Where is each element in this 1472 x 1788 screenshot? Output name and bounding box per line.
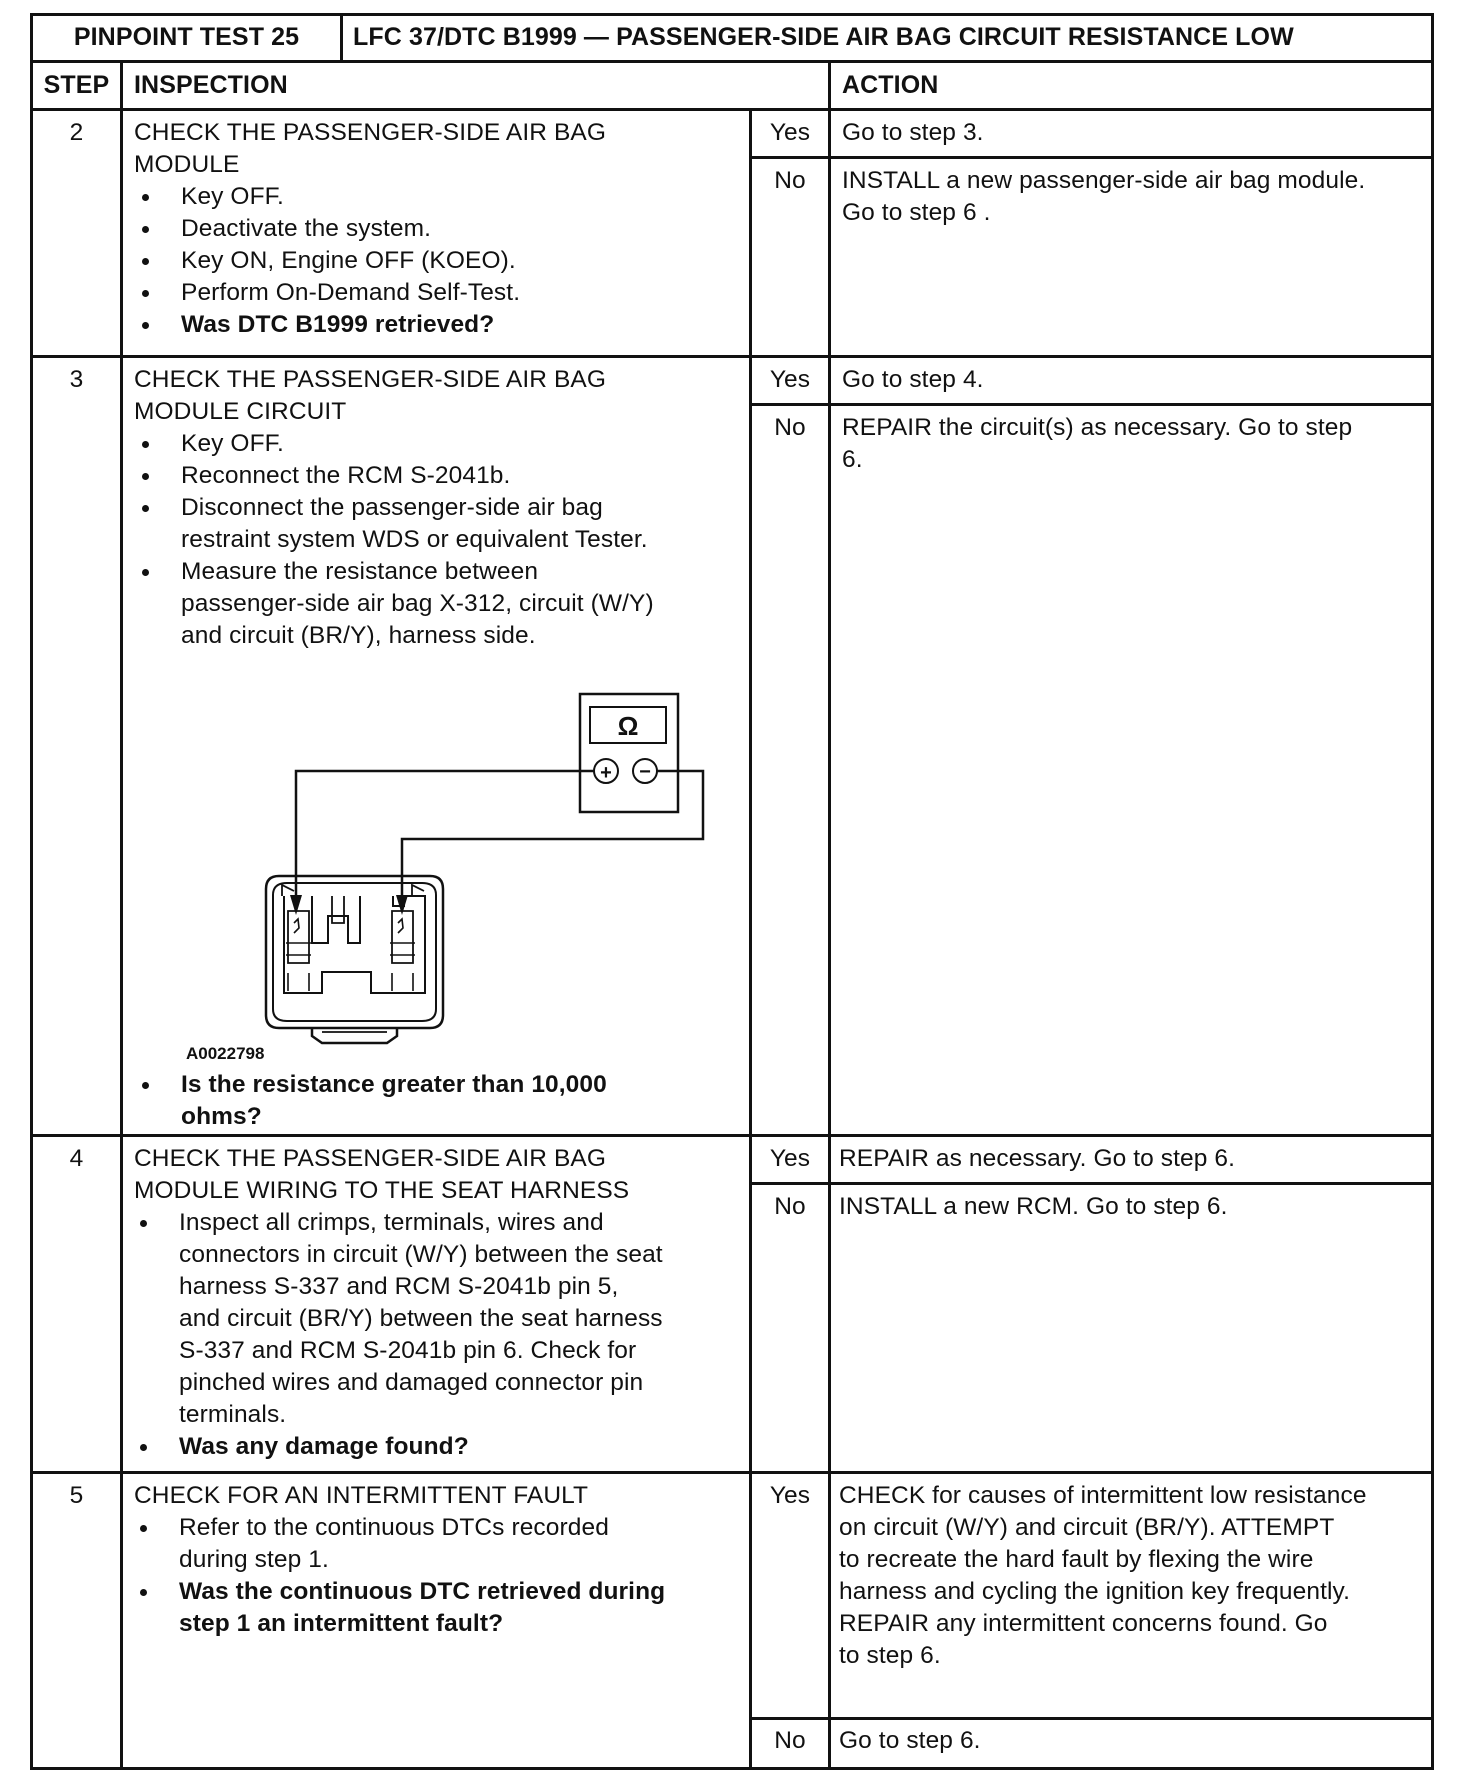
yes-label: Yes xyxy=(769,366,811,393)
step-number: 5 xyxy=(69,1482,84,1509)
meter-symbol: Ω xyxy=(617,711,639,741)
step-bullet: pinched wires and damaged connector pin xyxy=(179,1369,644,1396)
step-question: step 1 an intermittent fault? xyxy=(179,1610,504,1637)
test-title: LFC 37/DTC B1999 — PASSENGER-SIDE AIR BAG CIRCUIT RESISTANCE LOW xyxy=(353,23,1294,51)
step-title: CHECK THE PASSENGER-SIDE AIR BAG xyxy=(134,119,606,146)
yes-label: Yes xyxy=(769,1145,811,1172)
no-action: Go to step 6 . xyxy=(842,199,991,226)
bullet-icon xyxy=(142,473,149,480)
step-number: 3 xyxy=(69,366,84,393)
step-bullet: restraint system WDS or equivalent Tester. xyxy=(181,526,648,553)
no-label: No xyxy=(774,414,806,441)
column-header-inspection: INSPECTION xyxy=(134,71,288,99)
step-bullet: connectors in circuit (W/Y) between the seat xyxy=(179,1241,663,1268)
column-header-action: ACTION xyxy=(842,71,939,99)
test-label: PINPOINT TEST 25 xyxy=(73,23,300,51)
step-question: Was any damage found? xyxy=(179,1433,469,1460)
step-question: Was the continuous DTC retrieved during xyxy=(179,1578,666,1605)
step-bullet: S-337 and RCM S-2041b pin 6. Check for xyxy=(179,1337,637,1364)
rule xyxy=(30,1767,1434,1770)
yes-action: to recreate the hard fault by flexing the wire xyxy=(839,1546,1314,1573)
step-bullet: Measure the resistance between xyxy=(181,558,539,585)
step-bullet: and circuit (BR/Y) between the seat harness xyxy=(179,1305,663,1332)
column-header-step: STEP xyxy=(43,71,110,99)
rule xyxy=(749,156,1434,159)
no-action: Go to step 6. xyxy=(839,1727,981,1754)
test-lead xyxy=(296,771,594,900)
step-title: CHECK FOR AN INTERMITTENT FAULT xyxy=(134,1482,589,1509)
rule xyxy=(749,403,1434,406)
step-bullet: Deactivate the system. xyxy=(181,215,432,242)
no-label: No xyxy=(774,1727,806,1754)
pinpoint-test-table xyxy=(30,13,1434,1770)
test-lead xyxy=(402,771,703,900)
rule xyxy=(749,1182,1434,1185)
yes-action: harness and cycling the ignition key frequently. xyxy=(839,1578,1350,1605)
step-bullet: Key OFF. xyxy=(181,183,284,210)
no-label: No xyxy=(774,167,806,194)
rule xyxy=(1431,13,1434,1770)
yes-action: on circuit (W/Y) and circuit (BR/Y). ATTEMPT xyxy=(839,1514,1335,1541)
step-bullet: and circuit (BR/Y), harness side. xyxy=(181,622,536,649)
rule xyxy=(828,60,831,1770)
yes-label: Yes xyxy=(769,119,811,146)
step-title: MODULE WIRING TO THE SEAT HARNESS xyxy=(134,1177,630,1204)
no-action: 6. xyxy=(842,446,863,473)
no-action: INSTALL a new passenger-side air bag module. xyxy=(842,167,1366,194)
step-number: 2 xyxy=(69,119,84,146)
rule xyxy=(30,355,1434,358)
step-title: CHECK THE PASSENGER-SIDE AIR BAG xyxy=(134,1145,606,1172)
step-bullet: harness S-337 and RCM S-2041b pin 5, xyxy=(179,1273,619,1300)
rule xyxy=(749,1717,1434,1720)
rule xyxy=(749,108,752,1770)
step-question: Is the resistance greater than 10,000 xyxy=(181,1071,607,1098)
step-bullet: Perform On-Demand Self-Test. xyxy=(181,279,521,306)
rule xyxy=(30,13,1434,16)
bullet-icon xyxy=(142,194,149,201)
ohmmeter-connector-diagram xyxy=(122,673,748,1073)
rule xyxy=(30,108,1434,111)
bullet-icon xyxy=(142,258,149,265)
figure-id: A0022798 xyxy=(186,1044,265,1063)
plus-symbol: + xyxy=(600,762,612,784)
yes-action: Go to step 4. xyxy=(842,366,984,393)
step-bullet: Inspect all crimps, terminals, wires and xyxy=(179,1209,604,1236)
rule xyxy=(30,1134,1434,1137)
yes-action: Go to step 3. xyxy=(842,119,984,146)
no-action: REPAIR the circuit(s) as necessary. Go to step xyxy=(842,414,1353,441)
rule xyxy=(30,60,1434,63)
bullet-icon xyxy=(140,1444,147,1451)
bullet-icon xyxy=(142,226,149,233)
yes-label: Yes xyxy=(769,1482,811,1509)
step-bullet: terminals. xyxy=(179,1401,287,1428)
rule xyxy=(30,1471,1434,1474)
step-question: ohms? xyxy=(181,1103,262,1130)
bullet-icon xyxy=(142,441,149,448)
step-bullet: Refer to the continuous DTCs recorded xyxy=(179,1514,609,1541)
bullet-icon xyxy=(142,1082,149,1089)
step-bullet: passenger-side air bag X-312, circuit (W/Y) xyxy=(181,590,654,617)
no-action: INSTALL a new RCM. Go to step 6. xyxy=(839,1193,1228,1220)
step-bullet: during step 1. xyxy=(179,1546,329,1573)
step-title: MODULE xyxy=(134,151,240,178)
rule xyxy=(340,13,343,61)
bullet-icon xyxy=(140,1589,147,1596)
step-title: CHECK THE PASSENGER-SIDE AIR BAG xyxy=(134,366,606,393)
yes-action: REPAIR any intermittent concerns found. Go xyxy=(839,1610,1328,1637)
minus-symbol: − xyxy=(639,761,651,783)
step-title: MODULE CIRCUIT xyxy=(134,398,347,425)
bullet-icon xyxy=(140,1525,147,1532)
no-label: No xyxy=(774,1193,806,1220)
bullet-icon xyxy=(142,290,149,297)
step-question: Was DTC B1999 retrieved? xyxy=(181,311,495,338)
bullet-icon xyxy=(142,322,149,329)
bullet-icon xyxy=(140,1220,147,1227)
step-bullet: Key OFF. xyxy=(181,430,284,457)
yes-action: REPAIR as necessary. Go to step 6. xyxy=(839,1145,1236,1172)
step-number: 4 xyxy=(69,1145,84,1172)
step-bullet: Reconnect the RCM S-2041b. xyxy=(181,462,511,489)
bullet-icon xyxy=(142,569,149,576)
step-bullet: Disconnect the passenger-side air bag xyxy=(181,494,603,521)
yes-action: to step 6. xyxy=(839,1642,941,1669)
yes-action: CHECK for causes of intermittent low resistance xyxy=(839,1482,1367,1509)
step-bullet: Key ON, Engine OFF (KOEO). xyxy=(181,247,516,274)
bullet-icon xyxy=(142,505,149,512)
